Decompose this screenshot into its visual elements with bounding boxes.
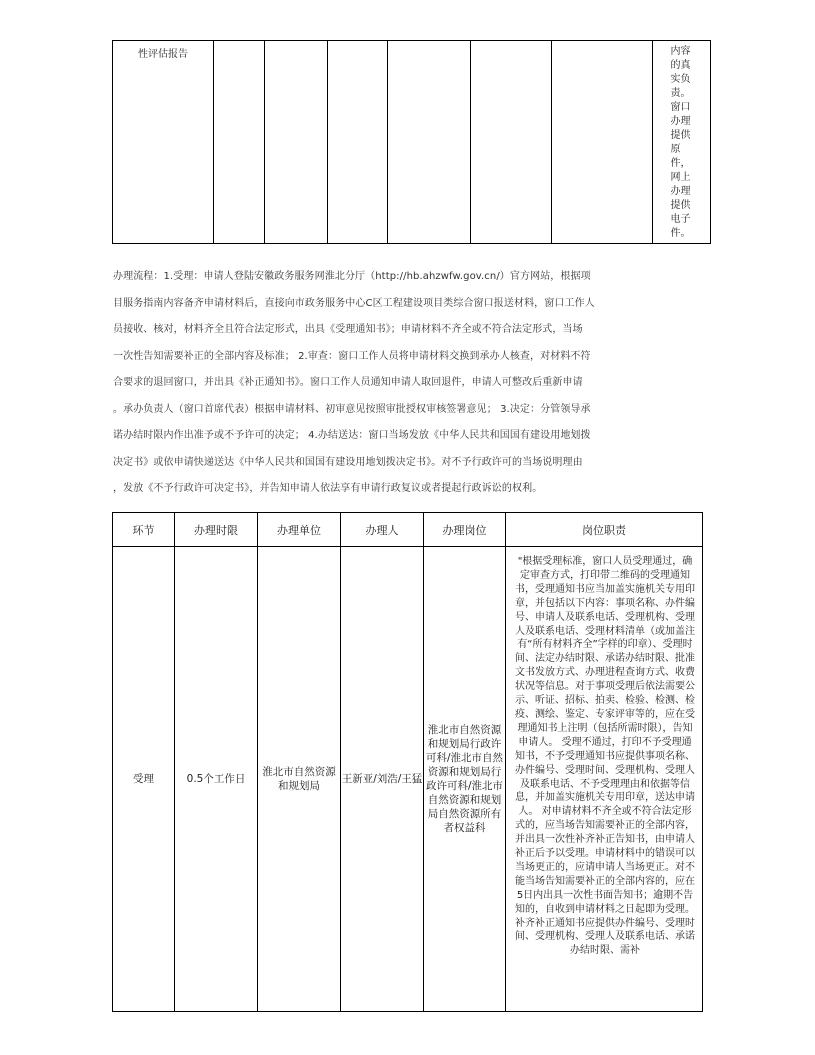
remark-text: 内容的真实负责。窗口办理提供原件，网上办理提供电子件。 [670,46,691,239]
cell-position: 淮北市自然资源和规划局行政许可科/淮北市自然资源和规划局行政许可科/淮北市自然资源和规划局自然资源所有者权益科 [424,547,506,1012]
process-line: 办理流程：1.受理：申请人登陆安徽政务服务网淮北分厅（http://hb.ahzwfw.gov.cn/）官方网站，根据项 [113,271,591,282]
header-handler: 办理人 [341,513,424,547]
header-stage: 环节 [113,513,175,547]
cell-unit: 淮北市自然资源和规划局 [258,547,341,1012]
table-header-row [113,513,703,547]
process-line: 诺办结时限内作出准予或不予许可的决定； 4.办结送达：窗口当场发放《中华人民共和国国有建设用地划拨 [113,430,591,441]
table-row [113,41,711,244]
cell-duty [506,547,703,1012]
process-description [113,264,703,503]
table-cell-remark [653,41,711,244]
table-cell [328,41,388,244]
cell-handler: 王新亚/刘浩/王猛 [341,547,424,1012]
header-time-limit: 办理时限 [175,513,258,547]
material-name-text: 性评估报告 [138,49,188,60]
table-cell [265,41,328,244]
table-cell [214,41,265,244]
header-duty: 岗位职责 [506,513,703,547]
table-cell [388,41,471,244]
duty-text: "根据受理标准，窗口人员受理通过，确定审查方式，打印带二维码的受理通知书，受理通知书应当加盖实施机关专用印章，并包括以下内容：事项名称、办件编号、申请人及联系电话、受理机构、受理人及联系电话、受理材料清单（或加盖注有“所有材料齐全”字样的印章）、受理时间、法定办结时限、承诺办结时限、批准文书发放方式、办理进程查询方式、收费状况等信息。对于事项受理后依法需要公示、听证、招标、拍卖、检验、检测、检疫、测绘、鉴定、专家评审等的，应在受理通知书上注明（包括所需时限），告知申请人。 受理不通过，打印不予受理通知书，不予受理通知书应提供事项名称、办件编号、受理时间、受理机构、受理人及联系电话、不予受理理由和依据等信息，并加盖实施机关专用印章，送达申请人。 对申请材料不齐全或不符合法定形式的，应当场告知需要补正的全部内容，并出具一次性补齐补正告知书，由申请人补正后予以受理。申请材料中的错误可以当场更正的，应请申请人当场更正。对不能当场告知需要补正的全部内容的，应在5日内出具一次性书面告知书；逾期不告知的，自收到申请材料之日起即为受理。补齐补正通知书应提供办件编号、受理时间、受理机构、受理人及联系电话、承诺办结时限、需补 [515,556,695,957]
header-position: 办理岗位 [424,513,506,547]
table-cell [552,41,653,244]
cell-time-limit: 0.5个工作日 [175,547,258,1012]
process-line: 一次性告知需要补正的全部内容及标准； 2.审查：窗口工作人员将申请材料交换到承办人核查，对材料不符 [113,350,591,362]
continued-table [112,40,711,244]
process-line: 员接收、核对，材料齐全且符合法定形式，出具《受理通知书》；申请材料不齐全或不符合法定形式，当场 [113,324,583,335]
cell-stage: 受理 [113,547,175,1012]
process-line: 目服务指南内容备齐申请材料后，直接向市政务服务中心C区工程建设项目类综合窗口报送材料，窗口工作人 [113,297,595,309]
table-cell [471,41,552,244]
table-row [113,547,703,1012]
workflow-table [112,512,703,1012]
header-unit: 办理单位 [258,513,341,547]
process-line: 合要求的退回窗口，并出具《补正通知书》。窗口工作人员通知申请人取回退件，申请人可整改后重新申请 [113,377,583,388]
table-cell-material-name [113,41,214,244]
process-line: 。承办负责人（窗口首席代表）根据申请材料、初审意见按照审批授权审核签署意见； 3.决定：分管领导承 [113,403,591,415]
process-line: ，发放《不予行政许可决定书》，并告知申请人依法享有申请行政复议或者提起行政诉讼的权利。 [113,483,543,494]
process-line: 决定书》或依申请快递送达《中华人民共和国国有建设用地划拨决定书》。对不予行政许可的当场说明理由 [113,456,583,468]
